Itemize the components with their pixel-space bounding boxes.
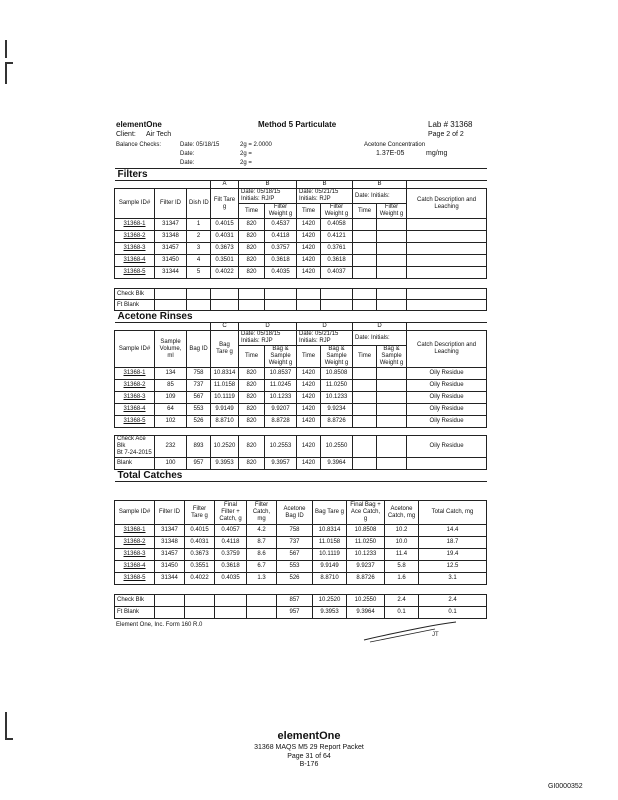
cell-dish-id: 1 xyxy=(187,219,211,231)
table-row xyxy=(115,368,487,380)
cell-weight: 10.1233 xyxy=(265,392,297,404)
cell-bag-id: 553 xyxy=(187,404,211,416)
cell-final: 0.3759 xyxy=(215,549,247,561)
signature-initials: JT xyxy=(432,632,439,638)
header-time: Time xyxy=(239,204,265,219)
cell-time: 820 xyxy=(239,458,265,470)
header-filter-tare: Filter Tare g xyxy=(185,501,215,525)
cell-total-catch: 14.4 xyxy=(419,525,487,537)
header-filter-weight: Filter Weight g xyxy=(265,204,297,219)
cell-bag-id: 567 xyxy=(277,549,313,561)
header-catch-description: Catch Description and Leaching xyxy=(407,331,487,368)
cell-acetone-catch: 1.6 xyxy=(385,573,419,585)
header-bag-weight: Bag & Sample Weight g xyxy=(377,346,407,368)
cell-weight: 0.4118 xyxy=(265,231,297,243)
table-row xyxy=(115,289,487,300)
cell-filter-id: 31347 xyxy=(155,219,187,231)
cell-bag-id: 526 xyxy=(187,416,211,428)
cell-bag-id: 737 xyxy=(277,537,313,549)
cell-time: 1420 xyxy=(297,255,321,267)
blank-label: Blank xyxy=(115,458,155,470)
check-blank-label: Check Blk xyxy=(115,289,155,300)
cell-bag-final: 8.8726 xyxy=(347,573,385,585)
cell-description: Oily Residue xyxy=(407,380,487,392)
cell-weight: 11.0250 xyxy=(321,380,353,392)
cell-acetone-catch: 10.2 xyxy=(385,525,419,537)
cell-time: 820 xyxy=(239,255,265,267)
cell-sample-id: 31368-2 xyxy=(115,231,155,243)
cell-time: 820 xyxy=(239,219,265,231)
cell-acetone-catch: 0.1 xyxy=(385,607,419,619)
cell-description: Oily Residue xyxy=(407,416,487,428)
cell-volume: 134 xyxy=(155,368,187,380)
cell-bag-id: 567 xyxy=(187,392,211,404)
cell-sample-id: 31368-5 xyxy=(115,573,155,585)
table-row xyxy=(115,404,487,416)
header-filter-id: Filter ID xyxy=(155,501,185,525)
table-row xyxy=(115,458,487,470)
cell-description: Oily Residue xyxy=(407,368,487,380)
cell-time: 820 xyxy=(239,231,265,243)
cell-bag-tare: 11.0158 xyxy=(313,537,347,549)
acetone-concentration-label: Acetone Concentration xyxy=(364,142,426,148)
cell-time: 820 xyxy=(239,267,265,279)
cell-tare: 0.4022 xyxy=(211,267,239,279)
cell-dish-id: 3 xyxy=(187,243,211,255)
header-bag-tare: Bag Tare g xyxy=(211,331,239,368)
cell-sample-id: 31368-1 xyxy=(115,368,155,380)
cell-tare: 0.3673 xyxy=(211,243,239,255)
header-time: Time xyxy=(353,204,377,219)
col-letter: B xyxy=(297,181,353,189)
cell-acetone-catch: 11.4 xyxy=(385,549,419,561)
bates-number: GI0000352 xyxy=(548,783,583,790)
check-blank-label: Check Blk xyxy=(115,595,155,607)
cell-final: 0.4035 xyxy=(215,573,247,585)
cell-weight: 11.0245 xyxy=(265,380,297,392)
balance-check-3: 2g = xyxy=(240,160,252,166)
cell-weight: 0.4121 xyxy=(321,231,353,243)
cell-bag-final: 10.8508 xyxy=(347,525,385,537)
cell-catch: 6.7 xyxy=(247,561,277,573)
cell-time: 1420 xyxy=(297,392,321,404)
cell-acetone-catch: 2.4 xyxy=(385,595,419,607)
cell-acetone-catch: 10.0 xyxy=(385,537,419,549)
cell-sample-id: 31368-5 xyxy=(115,267,155,279)
cell-weight: 9.3957 xyxy=(265,458,297,470)
header-weigh-date-1: Date: 05/18/15 Initials: RJP xyxy=(239,331,297,346)
cell-filter-id: 31450 xyxy=(155,255,187,267)
cell-bag-final: 9.3964 xyxy=(347,607,385,619)
header-bag-weight: Bag & Sample Weight g xyxy=(265,346,297,368)
cell-time: 1420 xyxy=(297,404,321,416)
table-row xyxy=(115,537,487,549)
field-blank-sub: Bt 7-24-2015 xyxy=(117,450,152,456)
header-dish-id: Dish ID xyxy=(187,189,211,219)
cell-filter-id: 31344 xyxy=(155,573,185,585)
cell-weight: 9.9207 xyxy=(265,404,297,416)
page-title: Method 5 Particulate xyxy=(258,120,337,129)
table-row xyxy=(115,525,487,537)
cell-volume: 85 xyxy=(155,380,187,392)
cell-weight: 9.9234 xyxy=(321,404,353,416)
cell-tare: 0.4015 xyxy=(211,219,239,231)
table-row xyxy=(115,255,487,267)
cell-bag-final: 9.9237 xyxy=(347,561,385,573)
cell-bag-tare: 10.2520 xyxy=(313,595,347,607)
table-row xyxy=(115,300,487,311)
header-bag-tare: Bag Tare g xyxy=(313,501,347,525)
header-weigh-date-1: Date: 05/18/15 Initials: RJ/P xyxy=(239,189,297,204)
cell-total-catch: 3.1 xyxy=(419,573,487,585)
cell-total-catch: 12.5 xyxy=(419,561,487,573)
header-catch-description: Catch Description and Leaching xyxy=(407,189,487,219)
signature xyxy=(360,620,460,644)
cell-acetone-catch: 5.8 xyxy=(385,561,419,573)
cell-bag-final: 10.1233 xyxy=(347,549,385,561)
header-acetone-bag: Acetone Bag ID xyxy=(277,501,313,525)
cell-volume: 232 xyxy=(155,436,187,458)
cell-tare: 10.1119 xyxy=(211,392,239,404)
cell-tare: 9.9149 xyxy=(211,404,239,416)
cell-total-catch: 0.1 xyxy=(419,607,487,619)
table-row xyxy=(115,561,487,573)
cell-sample-id: 31368-4 xyxy=(115,561,155,573)
header-filter-id: Filter ID xyxy=(155,189,187,219)
header-weigh-date-2: Date: 05/21/15 Initials: RJP xyxy=(297,189,353,204)
cell-volume: 102 xyxy=(155,416,187,428)
cell-dish-id: 5 xyxy=(187,267,211,279)
col-letter: D xyxy=(297,323,353,331)
company-name: elementOne xyxy=(116,120,162,129)
cell-weight: 0.3618 xyxy=(265,255,297,267)
cell-tare: 11.0158 xyxy=(211,380,239,392)
cell-time: 1420 xyxy=(297,458,321,470)
cell-time: 820 xyxy=(239,368,265,380)
scan-edge-mark xyxy=(5,62,7,84)
col-letter: D xyxy=(239,323,297,331)
cell-weight: 0.4537 xyxy=(265,219,297,231)
cell-filter-id: 31457 xyxy=(155,243,187,255)
table-row xyxy=(115,416,487,428)
cell-bag-tare: 9.9149 xyxy=(313,561,347,573)
filters-table xyxy=(114,168,487,482)
total-section-title: Total Catches xyxy=(115,470,487,482)
cell-weight: 8.8728 xyxy=(265,416,297,428)
cell-sample-id: 31368-2 xyxy=(115,537,155,549)
cell-time: 820 xyxy=(239,392,265,404)
col-letter: B xyxy=(239,181,297,189)
cell-time: 1420 xyxy=(297,267,321,279)
header-filter-catch: Filter Catch, mg xyxy=(247,501,277,525)
header-bag-id: Bag ID xyxy=(187,331,211,368)
footer-page-number: Page 31 of 64 xyxy=(287,753,331,760)
cell-sample-id: 31368-5 xyxy=(115,416,155,428)
table-row xyxy=(115,549,487,561)
cell-tare: 10.8314 xyxy=(211,368,239,380)
cell-final: 0.4118 xyxy=(215,537,247,549)
cell-time: 1420 xyxy=(297,380,321,392)
cell-bag-id: 737 xyxy=(187,380,211,392)
cell-tare: 0.4031 xyxy=(185,537,215,549)
cell-weight: 10.8537 xyxy=(265,368,297,380)
cell-weight: 10.2553 xyxy=(265,436,297,458)
page-number: Page 2 of 2 xyxy=(428,131,464,138)
cell-tare: 0.3673 xyxy=(185,549,215,561)
header-filter-weight: Filter Weight g xyxy=(321,204,353,219)
header-weigh-date-3: Date: Initials: xyxy=(353,189,407,204)
header-weigh-date-2: Date: 05/21/15 Initials: RJP xyxy=(297,331,353,346)
cell-sample-id: 31368-4 xyxy=(115,255,155,267)
cell-weight: 0.3618 xyxy=(321,255,353,267)
form-note: Element One, Inc. Form 160 R.0 xyxy=(116,622,203,628)
header-sample-id: Sample ID# xyxy=(115,501,155,525)
cell-sample-id: 31368-1 xyxy=(115,525,155,537)
acetone-section-title: Acetone Rinses xyxy=(115,311,487,323)
cell-catch: 8.6 xyxy=(247,549,277,561)
header-time: Time xyxy=(239,346,265,368)
cell-filter-id: 31344 xyxy=(155,267,187,279)
cell-bag-id: 758 xyxy=(187,368,211,380)
footer-logo: elementOne xyxy=(277,730,341,742)
cell-total-catch: 18.7 xyxy=(419,537,487,549)
table-row xyxy=(115,607,487,619)
cell-bag-tare: 8.8710 xyxy=(313,573,347,585)
cell-filter-id: 31348 xyxy=(155,537,185,549)
cell-bag-id: 957 xyxy=(187,458,211,470)
cell-tare: 0.3501 xyxy=(211,255,239,267)
cell-sample-id: 31368-4 xyxy=(115,404,155,416)
cell-time: 820 xyxy=(239,380,265,392)
cell-time: 1420 xyxy=(297,416,321,428)
footer-exhibit-number: B-176 xyxy=(299,761,319,768)
balance-check-2: 2g = xyxy=(240,151,252,157)
cell-time: 1420 xyxy=(297,368,321,380)
cell-bag-id: 758 xyxy=(277,525,313,537)
cell-bag-final: 10.2550 xyxy=(347,595,385,607)
col-letter: B xyxy=(353,181,407,189)
header-sample-id: Sample ID# xyxy=(115,189,155,219)
cell-tare: 0.4022 xyxy=(185,573,215,585)
cell-tare: 0.4015 xyxy=(185,525,215,537)
cell-dish-id: 2 xyxy=(187,231,211,243)
cell-catch: 1.3 xyxy=(247,573,277,585)
cell-weight: 9.3964 xyxy=(321,458,353,470)
field-blank-label: Ft Blank xyxy=(115,607,155,619)
cell-bag-id: 526 xyxy=(277,573,313,585)
cell-weight: 0.3761 xyxy=(321,243,353,255)
field-blank-label: Ft Blank xyxy=(115,300,155,311)
cell-weight: 0.4037 xyxy=(321,267,353,279)
cell-bag-id: 893 xyxy=(187,436,211,458)
balance-checks-label: Balance Checks: xyxy=(116,142,162,148)
cell-time: 1420 xyxy=(297,243,321,255)
cell-tare: 9.3953 xyxy=(211,458,239,470)
cell-weight: 10.2550 xyxy=(321,436,353,458)
header-time: Time xyxy=(353,346,377,368)
cell-sample-id: 31368-3 xyxy=(115,549,155,561)
cell-weight: 0.4058 xyxy=(321,219,353,231)
total-catches-table xyxy=(114,500,487,619)
cell-time: 820 xyxy=(239,404,265,416)
header-final-bag: Final Bag + Ace Catch, g xyxy=(347,501,385,525)
cell-tare: 0.3551 xyxy=(185,561,215,573)
header-weigh-date-3: Date: Initials: xyxy=(353,331,407,346)
header-sample-id: Sample ID# xyxy=(115,331,155,368)
table-row xyxy=(115,267,487,279)
cell-tare: 10.2520 xyxy=(211,436,239,458)
cell-weight: 0.4035 xyxy=(265,267,297,279)
cell-total-catch: 19.4 xyxy=(419,549,487,561)
header-sample-volume: Sample Volume, ml xyxy=(155,331,187,368)
header-acetone-catch: Acetone Catch, mg xyxy=(385,501,419,525)
cell-catch: 8.7 xyxy=(247,537,277,549)
cell-time: 820 xyxy=(239,416,265,428)
cell-sample-id: 31368-2 xyxy=(115,380,155,392)
field-blank-label-text: Check Ace Blk xyxy=(117,436,146,449)
header-total-catch: Total Catch, mg xyxy=(419,501,487,525)
cell-description: Oily Residue xyxy=(407,392,487,404)
cell-time: 820 xyxy=(239,436,265,458)
scan-edge-mark xyxy=(5,40,7,58)
cell-bag-tare: 10.1119 xyxy=(313,549,347,561)
table-row xyxy=(115,243,487,255)
table-row xyxy=(115,380,487,392)
cell-description: Oily Residue xyxy=(407,404,487,416)
table-row xyxy=(115,219,487,231)
cell-sample-id: 31368-1 xyxy=(115,219,155,231)
header-final-filter: Final Filter + Catch, g xyxy=(215,501,247,525)
header-filter-weight: Filter Weight g xyxy=(377,204,407,219)
header-bag-weight: Bag & Sample Weight g xyxy=(321,346,353,368)
cell-weight: 10.8508 xyxy=(321,368,353,380)
cell-time: 1420 xyxy=(297,231,321,243)
cell-weight: 8.8726 xyxy=(321,416,353,428)
table-row xyxy=(115,595,487,607)
cell-filter-id: 31348 xyxy=(155,231,187,243)
balance-date-2: Date: xyxy=(180,151,195,157)
balance-date-1: Date: 05/18/15 xyxy=(180,142,220,148)
balance-check-1: 2g = 2.0000 xyxy=(240,142,272,148)
client-name: Air Tech xyxy=(146,131,172,138)
cell-final: 0.4057 xyxy=(215,525,247,537)
cell-volume: 64 xyxy=(155,404,187,416)
cell-filter-id: 31457 xyxy=(155,549,185,561)
cell-time: 820 xyxy=(239,243,265,255)
lab-number: Lab # 31368 xyxy=(428,120,473,129)
cell-volume: 109 xyxy=(155,392,187,404)
cell-description: Oily Residue xyxy=(407,436,487,458)
cell-bag-tare: 9.3953 xyxy=(313,607,347,619)
col-letter: D xyxy=(353,323,407,331)
cell-total-catch: 2.4 xyxy=(419,595,487,607)
table-row xyxy=(115,573,487,585)
cell-weight: 0.3757 xyxy=(265,243,297,255)
balance-date-3: Date: xyxy=(180,160,195,166)
field-blank-label xyxy=(115,436,155,458)
col-letter: C xyxy=(211,323,239,331)
table-row xyxy=(115,436,487,458)
cell-bag-id: 857 xyxy=(277,595,313,607)
table-row xyxy=(115,231,487,243)
cell-final: 0.3618 xyxy=(215,561,247,573)
header-time: Time xyxy=(297,346,321,368)
cell-tare: 8.8710 xyxy=(211,416,239,428)
cell-bag-final: 11.0250 xyxy=(347,537,385,549)
table-row xyxy=(115,392,487,404)
acetone-concentration-units: mg/mg xyxy=(426,150,448,157)
cell-time: 1420 xyxy=(297,436,321,458)
cell-weight: 10.1233 xyxy=(321,392,353,404)
header-time: Time xyxy=(297,204,321,219)
filters-section-title: Filters xyxy=(115,169,487,181)
cell-filter-id: 31450 xyxy=(155,561,185,573)
col-letter: A xyxy=(211,181,239,189)
cell-tare: 0.4031 xyxy=(211,231,239,243)
cell-bag-id: 553 xyxy=(277,561,313,573)
acetone-concentration-value: 1.37E-05 xyxy=(376,150,405,157)
cell-sample-id: 31368-3 xyxy=(115,392,155,404)
cell-sample-id: 31368-3 xyxy=(115,243,155,255)
header-filter-tare: Filt Tare g xyxy=(211,189,239,219)
cell-filter-id: 31347 xyxy=(155,525,185,537)
cell-catch: 4.2 xyxy=(247,525,277,537)
cell-volume: 100 xyxy=(155,458,187,470)
client-label: Client: xyxy=(116,131,136,138)
cell-bag-tare: 10.8314 xyxy=(313,525,347,537)
cell-time: 1420 xyxy=(297,219,321,231)
footer-packet-title: 31368 MAQS M5 29 Report Packet xyxy=(254,744,364,751)
cell-bag-id: 957 xyxy=(277,607,313,619)
cell-dish-id: 4 xyxy=(187,255,211,267)
